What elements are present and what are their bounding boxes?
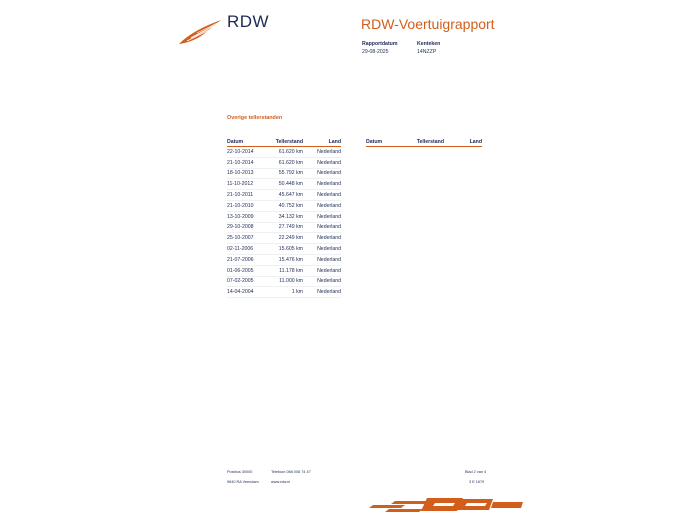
cell-tellerstand: 27.749 km	[267, 222, 303, 233]
rapportdatum-label: Rapportdatum	[362, 41, 398, 47]
table-row	[227, 168, 341, 179]
table-row	[227, 200, 341, 211]
rdw-logo-icon	[177, 18, 223, 46]
cell-tellerstand: 34.132 km	[267, 211, 303, 222]
table-header-row	[227, 138, 341, 147]
cell-datum: 21-10-2010	[227, 200, 267, 211]
cell-datum: 21-10-2011	[227, 190, 267, 201]
table-row	[227, 222, 341, 233]
cell-datum: 18-10-2013	[227, 168, 267, 179]
table-row	[227, 147, 341, 158]
cell-datum: 21-07-2006	[227, 254, 267, 265]
col-land: Land	[303, 138, 341, 147]
footer-postbus: Postbus 30000	[227, 470, 253, 474]
cell-tellerstand: 22.249 km	[267, 233, 303, 244]
cell-tellerstand: 11.178 km	[267, 265, 303, 276]
cell-land: Nederland	[303, 168, 341, 179]
cell-land: Nederland	[303, 211, 341, 222]
table-row	[227, 190, 341, 201]
table-row	[227, 254, 341, 265]
cell-land: Nederland	[303, 244, 341, 255]
table-row	[227, 179, 341, 190]
cell-datum: 29-10-2008	[227, 222, 267, 233]
footer-city: 9640 RA Veendam	[227, 480, 259, 484]
cell-tellerstand: 61.620 km	[267, 157, 303, 168]
cell-land: Nederland	[303, 147, 341, 158]
cell-tellerstand: 11.000 km	[267, 276, 303, 287]
table-row	[227, 244, 341, 255]
table-row	[227, 157, 341, 168]
cell-land: Nederland	[303, 179, 341, 190]
cell-datum: 22-10-2014	[227, 147, 267, 158]
cell-datum: 11-10-2012	[227, 179, 267, 190]
table-header-row	[366, 138, 482, 147]
odometer-table-second	[366, 138, 482, 147]
cell-tellerstand: 61.620 km	[267, 147, 303, 158]
col-datum: Datum	[227, 138, 267, 147]
footer-website[interactable]: www.rdw.nl	[271, 480, 290, 484]
cell-land: Nederland	[303, 157, 341, 168]
cell-tellerstand: 1 km	[267, 287, 303, 298]
cell-tellerstand: 50.448 km	[267, 179, 303, 190]
cell-datum: 25-10-2007	[227, 233, 267, 244]
kenteken-value: 14NZZP	[417, 49, 437, 55]
cell-tellerstand: 15.605 km	[267, 244, 303, 255]
col-tellerstand: Tellerstand	[406, 138, 444, 147]
cell-datum: 13-10-2009	[227, 211, 267, 222]
cell-datum: 02-11-2006	[227, 244, 267, 255]
cell-datum: 21-10-2014	[227, 157, 267, 168]
footer-page-number: Blad 2 van 4	[465, 470, 487, 474]
footer-code: 3 E 1679	[469, 480, 485, 484]
table-row	[227, 265, 341, 276]
cell-tellerstand: 15.476 km	[267, 254, 303, 265]
footer-telefoon: Telefoon 088 008 74 47	[271, 470, 311, 474]
col-datum: Datum	[366, 138, 406, 147]
cell-tellerstand: 55.792 km	[267, 168, 303, 179]
table-row	[227, 211, 341, 222]
cell-datum: 14-04-2004	[227, 287, 267, 298]
cell-tellerstand: 40.752 km	[267, 200, 303, 211]
rapportdatum-value: 29-08-2025	[362, 49, 389, 55]
cell-land: Nederland	[303, 287, 341, 298]
cell-land: Nederland	[303, 233, 341, 244]
cell-land: Nederland	[303, 222, 341, 233]
cell-datum: 01-06-2005	[227, 265, 267, 276]
cell-land: Nederland	[303, 276, 341, 287]
kenteken-block	[417, 40, 440, 56]
col-land: Land	[444, 138, 482, 147]
cell-land: Nederland	[303, 265, 341, 276]
table-row	[227, 233, 341, 244]
odometer-table	[227, 138, 341, 298]
kenteken-label: Kenteken	[417, 41, 441, 47]
col-tellerstand: Tellerstand	[267, 138, 303, 147]
brand-name: RDW	[227, 12, 270, 31]
report-title: RDW-Voertuigrapport	[361, 16, 495, 32]
section-title: Overige tellerstanden	[227, 115, 283, 121]
cell-datum: 07-02-2005	[227, 276, 267, 287]
cell-land: Nederland	[303, 190, 341, 201]
cell-land: Nederland	[303, 254, 341, 265]
cell-tellerstand: 45.647 km	[267, 190, 303, 201]
rapportdatum-block	[362, 40, 397, 56]
cell-land: Nederland	[303, 200, 341, 211]
table-row	[227, 287, 341, 298]
rdw-stripes-icon	[365, 495, 525, 514]
table-row	[227, 276, 341, 287]
